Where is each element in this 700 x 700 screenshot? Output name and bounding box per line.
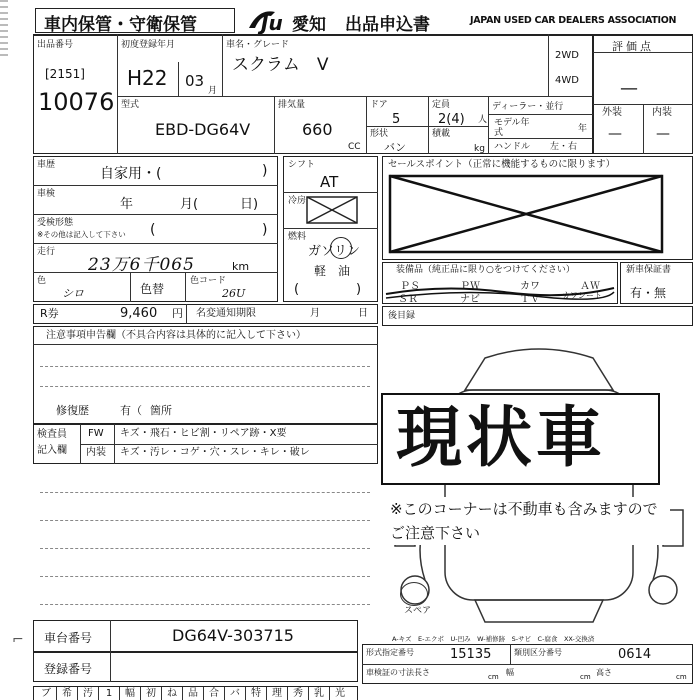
fuel-gasoline: ガソリン — [308, 244, 361, 259]
equipment-item: ＴＶ — [520, 294, 540, 305]
recycle-label: R券 — [40, 307, 59, 320]
history-label: 車歴 — [37, 160, 56, 170]
warranty-value: 有・無 — [630, 286, 667, 300]
dashed-rule — [40, 386, 370, 387]
capacity-label: 定員 — [432, 100, 451, 110]
divider — [117, 96, 593, 97]
equipment-item: ナビ — [460, 294, 480, 305]
strip-cell: ブ — [36, 687, 57, 700]
divider — [510, 644, 511, 664]
displacement-value: 660 — [302, 120, 333, 139]
dashed-rule — [40, 576, 370, 577]
divider — [80, 444, 378, 445]
interior-score: — — [656, 126, 670, 142]
strip-cell: 秀 — [288, 687, 309, 700]
model-year-unit: 年 — [578, 124, 588, 134]
divider — [362, 664, 693, 665]
type-designation-value: 15135 — [450, 647, 492, 662]
modification-note: ※その他は記入して下さい — [37, 230, 126, 239]
recycle-unit: 円 — [172, 307, 183, 320]
history-close: ) — [262, 163, 268, 179]
shape-label: 形状 — [370, 129, 389, 139]
doors-value: 5 — [392, 112, 401, 127]
divider — [428, 96, 429, 154]
capacity-value: 2(4) — [438, 112, 465, 127]
drive-2wd: 2WD — [555, 50, 579, 61]
modification-close: ) — [262, 222, 268, 238]
divider — [222, 34, 223, 96]
divider — [283, 228, 378, 229]
dashed-rule — [40, 520, 370, 521]
handle-value: 左・右 — [550, 142, 578, 152]
equipment-item: ＡＷ — [580, 281, 600, 292]
width-label: 幅 — [506, 668, 514, 677]
width-unit: cm — [580, 673, 591, 681]
notes-label: 注意事項申告欄（不具合内容は具体的に記入して下さい） — [46, 330, 306, 341]
later-reg-frame — [382, 306, 693, 326]
length-label: 長さ — [414, 668, 430, 677]
divider — [185, 272, 186, 302]
repair-value: 有（ — [120, 404, 142, 417]
color-code: 26U — [222, 287, 246, 300]
length-unit: cm — [488, 673, 499, 681]
divider — [114, 424, 115, 464]
equipment-label: 装備品（純正品に限り○をつけてください） — [396, 265, 575, 275]
fuel-open: ( — [294, 282, 300, 297]
equipment-item: ＰＷ — [460, 281, 480, 292]
strip-cell: 乳 — [309, 687, 330, 700]
mileage-value: 23万6千065 — [88, 255, 195, 275]
divider — [593, 52, 693, 53]
model-label: 型式 — [121, 100, 140, 110]
shift-value: AT — [320, 173, 339, 191]
score-label: 評価点 — [612, 40, 654, 53]
equipment-item: ＰＳ — [400, 281, 420, 292]
warranty-label: 新車保証書 — [626, 265, 672, 275]
fuel-diesel: 軽 油 — [314, 264, 351, 278]
mileage-label: 走行 — [37, 247, 56, 257]
divider — [33, 214, 278, 215]
exterior-label: 外装 — [602, 107, 622, 118]
strip-cell: 汚 — [78, 687, 99, 700]
divider — [274, 96, 275, 154]
brand-name: 愛知 — [292, 15, 326, 35]
margin-mark: ⌐ — [12, 632, 24, 648]
divider — [643, 104, 644, 154]
dashed-rule — [40, 604, 370, 605]
sales-point-crossed — [388, 172, 666, 256]
vehicle-name-label: 車名・グレード — [226, 40, 290, 50]
name-change-month: 月 — [310, 308, 320, 319]
as-is-stamp-title: 現状車 — [396, 399, 606, 476]
chassis-value: DG64V-303715 — [172, 626, 294, 645]
dashed-rule — [40, 492, 370, 493]
lot-number: 10076 — [38, 88, 115, 116]
type-designation-label: 形式指定番号 — [366, 648, 414, 657]
strip-cell: 1 — [99, 687, 120, 700]
interior-row-label: 内装 — [86, 447, 106, 458]
strip-cell: 幅 — [120, 687, 141, 700]
divider — [33, 344, 378, 345]
ac-crossed-box — [306, 196, 358, 224]
strip-cell: 品 — [183, 687, 204, 700]
equipment-item: カワ — [520, 281, 540, 292]
inspector-label-2: 記入欄 — [37, 445, 67, 456]
inspection-day-unit: 日) — [240, 197, 259, 212]
fw-label: FW — [88, 428, 104, 439]
modification-label: 受検形態 — [37, 218, 74, 228]
divider — [488, 114, 593, 115]
class-label: 類別区分番号 — [514, 648, 562, 657]
fuel-close: ) — [356, 282, 362, 297]
reg-number-label: 登録番号 — [44, 662, 93, 676]
divider — [130, 272, 131, 302]
mileage-unit: km — [232, 260, 250, 273]
lot-label: 出品番号 — [37, 40, 74, 50]
shift-label: シフト — [288, 160, 316, 170]
strip-cell: バ — [225, 687, 246, 700]
name-change-label: 名変通知期限 — [196, 308, 256, 319]
model-year-label: モデル年式 — [494, 118, 530, 138]
color-code-label: 色コード — [190, 276, 227, 286]
color-change-label: 色替 — [140, 282, 165, 296]
modification-open: ( — [150, 222, 156, 238]
equipment-strike — [384, 274, 616, 304]
ju-logo — [245, 6, 295, 34]
stamp-note: ※このコーナーは不動車も含みますのでご注意下さい — [390, 497, 670, 545]
fuel-gasoline-circle — [330, 237, 352, 259]
damage-legend: A-キズ E-エクボ U-凹み W-補修跡 S-サビ C-腐食 XX-交換済 — [392, 635, 595, 643]
divider — [33, 272, 278, 273]
model-code: EBD-DG64V — [155, 120, 251, 139]
divider — [33, 243, 278, 244]
first-registration-label: 初度登録年月 — [121, 40, 176, 50]
strip-cell: 初 — [141, 687, 162, 700]
registration-month-unit: 月 — [208, 86, 218, 96]
handle-label: ハンドル — [494, 142, 531, 152]
history-value: 自家用・( — [100, 166, 162, 182]
class-value: 0614 — [618, 647, 652, 662]
form-title: 出品申込書 — [345, 15, 430, 35]
doors-label: ドア — [370, 100, 388, 110]
fuel-label: 燃料 — [288, 232, 307, 242]
sales-point-label: セールスポイント（正常に機能するものに限ります） — [388, 159, 616, 170]
association-name: JAPAN USED CAR DEALERS ASSOCIATION — [470, 15, 677, 26]
dashed-rule — [40, 366, 370, 367]
lot-bracket: [2151] — [45, 67, 85, 81]
divider — [548, 34, 549, 96]
strip-cell: 光 — [335, 688, 345, 699]
score-value: — — [620, 78, 638, 99]
vehicle-name: スクラム V — [232, 55, 329, 75]
divider — [186, 304, 187, 324]
strip-cell: ね — [162, 687, 183, 700]
equipment-item: カワシート — [562, 291, 602, 300]
strip-cell: 希 — [57, 687, 78, 700]
later-reg-label: 後目録 — [388, 311, 416, 321]
divider — [117, 34, 118, 154]
fw-text: キズ・飛石・ヒビ割・リペア跡・X要 — [120, 428, 287, 439]
divider — [178, 62, 179, 96]
registration-month: 03 — [185, 72, 205, 90]
strip-cell: 合 — [204, 687, 225, 700]
storage-tag-text: 車内保管・守衛保管 — [44, 15, 197, 35]
spare-label: スペア — [404, 606, 432, 616]
dealer-label: ディーラー・並行 — [492, 102, 564, 112]
strip-cell: 特 — [246, 687, 267, 700]
registration-year: H22 — [127, 66, 168, 90]
divider — [283, 192, 378, 193]
displacement-unit: CC — [348, 142, 361, 152]
inspection-year-unit: 年 — [120, 197, 134, 212]
height-label: 高さ — [596, 668, 612, 677]
divider — [366, 126, 488, 127]
drive-4wd: 4WD — [555, 75, 579, 86]
color-value: シロ — [62, 287, 84, 300]
dashed-rule — [40, 548, 370, 549]
interior-row-text: キズ・汚レ・コゲ・穴・スレ・キレ・破レ — [120, 447, 310, 458]
divider — [110, 620, 111, 652]
recycle-value: 9,460 — [120, 306, 158, 321]
svg-text:Ju: Ju — [261, 11, 283, 34]
interior-label: 内装 — [652, 107, 672, 118]
chassis-label: 車台番号 — [44, 631, 93, 645]
repair-suffix: 箇所 — [150, 404, 172, 417]
ac-label: 冷房 — [288, 196, 307, 206]
strip-cell: 理 — [267, 687, 288, 700]
bottom-strip-cells — [36, 687, 356, 700]
load-label: 積載 — [432, 129, 451, 139]
name-change-day: 日 — [358, 308, 368, 319]
load-unit: kg — [474, 144, 485, 154]
divider — [366, 96, 367, 154]
divider — [33, 185, 278, 186]
exterior-score: — — [608, 126, 622, 142]
capacity-unit: 人 — [478, 115, 488, 125]
divider — [488, 138, 593, 139]
divider — [110, 652, 111, 682]
shape-value: バン — [384, 141, 406, 154]
equipment-item: ＳＲ — [398, 294, 418, 305]
dims-label: 車検証の寸法 — [366, 668, 414, 677]
height-unit: cm — [676, 673, 687, 681]
inspection-label: 車検 — [37, 189, 56, 199]
spare-tire-icon — [400, 582, 428, 606]
inspection-month-unit: 月( — [180, 197, 199, 212]
divider — [488, 96, 489, 154]
color-label: 色 — [37, 276, 47, 286]
displacement-label: 排気量 — [278, 100, 306, 110]
repair-label: 修復歴 — [56, 404, 89, 417]
scan-mark — [0, 0, 8, 60]
inspector-label-1: 検査員 — [37, 429, 67, 440]
